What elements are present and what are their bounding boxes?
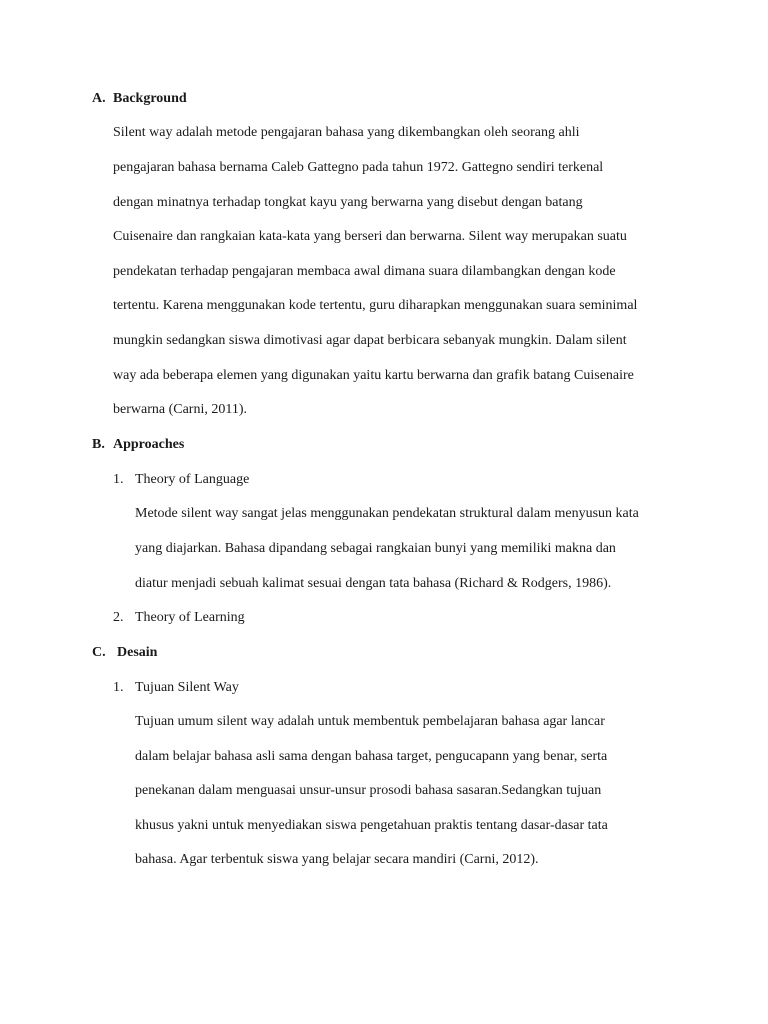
section-a-title: Background [113,91,187,106]
list-item-line: yang diajarkan. Bahasa dipandang sebagai rangkaian bunyi yang memiliki makna dan [135,541,616,556]
list-item-theory-of-learning [113,610,245,626]
section-a-line: mungkin sedangkan siswa dimotivasi agar dapat berbicara sebanyak mungkin. Dalam silent [113,333,627,348]
list-item-line: dalam belajar bahasa asli sama dengan bahasa target, pengucapann yang benar, serta [135,749,608,764]
list-item-number: 2. [113,610,124,625]
list-item-line: bahasa. Agar terbentuk siswa yang belajar secara mandiri (Carni, 2012). [135,852,539,867]
section-a-line: way ada beberapa elemen yang digunakan yaitu kartu berwarna dan grafik batang Cuisenaire [113,368,634,383]
section-a-line: pendekatan terhadap pengajaran membaca awal dimana suara dilambangkan dengan kode [113,264,616,279]
list-item-line: khusus yakni untuk menyediakan siswa pengetahuan praktis tentang dasar-dasar tata [135,818,608,833]
section-b-heading [92,437,184,453]
section-a-line: berwarna (Carni, 2011). [113,402,247,417]
list-item-number: 1. [113,680,124,695]
list-item-theory-of-language [113,472,249,488]
section-c-title: Desain [117,645,158,660]
section-c-heading [92,645,157,661]
section-a-line: Cuisenaire dan rangkaian kata-kata yang berseri dan berwarna. Silent way merupakan suatu [113,229,627,244]
section-a-line: tertentu. Karena menggunakan kode tertentu, guru diharapkan menggunakan suara seminimal [113,298,638,313]
list-item-tujuan-silent-way [113,680,239,696]
list-item-title: Theory of Learning [135,610,245,625]
section-b-marker: B. [92,437,105,452]
section-c-marker: C. [92,645,106,660]
list-item-line: diatur menjadi sebuah kalimat sesuai dengan tata bahasa (Richard & Rodgers, 1986). [135,576,612,591]
section-b-title: Approaches [113,437,185,452]
section-a-heading [92,91,187,107]
section-a-line: dengan minatnya terhadap tongkat kayu yang berwarna yang disebut dengan batang [113,195,583,210]
list-item-line: penekanan dalam menguasai unsur-unsur prosodi bahasa sasaran.Sedangkan tujuan [135,783,602,798]
list-item-number: 1. [113,472,124,487]
section-a-line: Silent way adalah metode pengajaran bahasa yang dikembangkan oleh seorang ahli [113,125,580,140]
list-item-line: Tujuan umum silent way adalah untuk membentuk pembelajaran bahasa agar lancar [135,714,605,729]
list-item-line: Metode silent way sangat jelas menggunakan pendekatan struktural dalam menyusun kata [135,506,639,521]
list-item-title: Tujuan Silent Way [135,680,239,695]
section-a-line: pengajaran bahasa bernama Caleb Gattegno pada tahun 1972. Gattegno sendiri terkenal [113,160,604,175]
list-item-title: Theory of Language [135,472,250,487]
section-a-marker: A. [92,91,106,106]
